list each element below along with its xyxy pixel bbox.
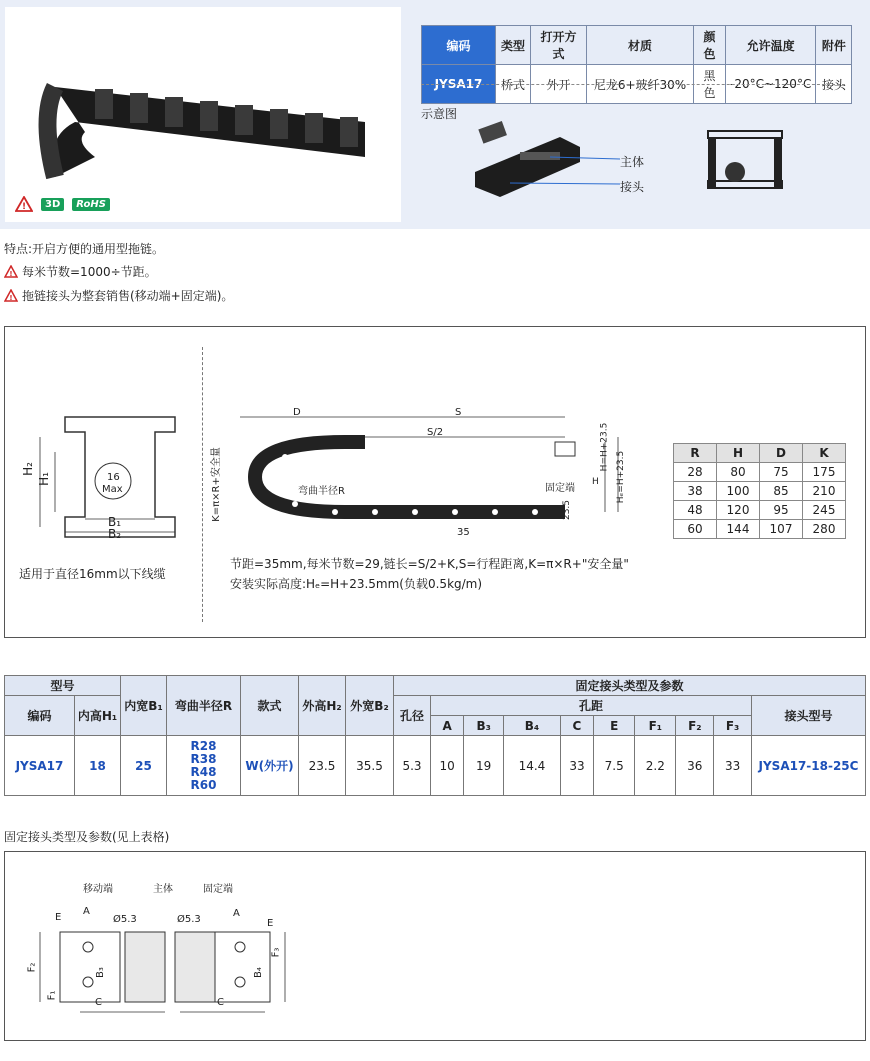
fixed-end-label: 固定端 (203, 884, 233, 895)
a-label: A (233, 908, 240, 919)
divider (421, 84, 845, 85)
code-header: 编码 (5, 696, 75, 736)
style-cell: W(外开) (241, 736, 299, 796)
dim-cell: 280 (803, 520, 846, 539)
spec-header: 颜色 (694, 26, 726, 65)
warning-icon (4, 265, 18, 278)
f1-label: F₁ (46, 990, 58, 1001)
dim-cell: 100 (717, 482, 760, 501)
hf-label: Hₑ=H+23.5 (616, 450, 627, 504)
inner-height-cell: 18 (75, 736, 121, 796)
model-table (4, 675, 866, 796)
col-header: F₃ (714, 716, 752, 736)
spec-header: 类型 (496, 26, 531, 65)
pitch-label: 35 (457, 527, 470, 538)
bend-radius-label: 弯曲半径R (298, 486, 345, 497)
h2-label: H₂ (20, 462, 35, 476)
value-cell: 19 (464, 736, 504, 796)
max-label: Max (102, 484, 123, 495)
dim-cell: 85 (760, 482, 803, 501)
3d-badge: 3D (41, 198, 64, 211)
schematic-label: 示意图 (421, 107, 458, 121)
h-plus-label: H=H+23.5 (599, 422, 610, 472)
note-pitch: 节距=35mm,每米节数=29,链长=S/2+K,S=行程距离,K=π×R+"安全量" (230, 557, 629, 571)
spec-header: 编码 (422, 26, 496, 65)
dim-header: H (717, 444, 760, 463)
divider (202, 347, 203, 622)
value-cell: 33 (714, 736, 752, 796)
hole-pitch-header: 孔距 (431, 696, 752, 716)
joint-model-cell: JYSA17-18-25C (752, 736, 866, 796)
spec-cell: 桥式 (496, 65, 531, 104)
spec-table (421, 25, 852, 104)
cable-caption: 适用于直径16mm以下线缆 (19, 567, 166, 581)
b2-label: B₂ (108, 527, 122, 541)
warning-icon (4, 289, 18, 302)
dim-cell: 95 (760, 501, 803, 520)
code-cell: JYSA17 (5, 736, 75, 796)
dim-cell: 75 (760, 463, 803, 482)
b1-label: B₁ (108, 515, 122, 529)
spec-cell: 尼龙6+玻纤30% (587, 65, 694, 104)
outer-height-cell: 23.5 (299, 736, 346, 796)
h1-label: H₁ (36, 472, 51, 486)
style-header: 款式 (241, 676, 299, 736)
drag-chain-icon (35, 27, 385, 197)
outer-width-header: 外宽B₂ (346, 676, 394, 736)
c-label: C (217, 997, 224, 1008)
spec-header: 允许温度 (726, 26, 816, 65)
dim-cell: 48 (674, 501, 717, 520)
dim-cell: 80 (717, 463, 760, 482)
dim-cell: 175 (803, 463, 846, 482)
inner-width-header: 内宽B₁ (121, 676, 167, 736)
value-cell: 33 (560, 736, 593, 796)
s-label: S (455, 407, 462, 418)
value-cell: 36 (676, 736, 714, 796)
col-header: E (594, 716, 635, 736)
svg-text:!: ! (9, 294, 13, 302)
e-label: E (55, 912, 62, 923)
spec-header: 打开方式 (531, 26, 587, 65)
spec-cell: 黑色 (694, 65, 726, 104)
max-diameter-label: 16 (107, 472, 120, 483)
f3-label: F₃ (270, 947, 282, 958)
note-height: 安装实际高度:Hₑ=H+23.5mm(负载0.5kg/m) (230, 577, 483, 591)
outer-width-cell: 35.5 (346, 736, 394, 796)
c-label: C (95, 997, 102, 1008)
dim-cell: 210 (803, 482, 846, 501)
b3-label: B₃ (94, 967, 106, 978)
spec-header: 材质 (587, 26, 694, 65)
spec-cell: 外开 (531, 65, 587, 104)
rohs-badge: RoHS (72, 198, 110, 211)
inner-width-cell: 25 (121, 736, 167, 796)
fixed-end-label: 固定端 (545, 483, 575, 494)
feature-line: ! 拖链接头为整套销售(移动端+固定端)。 (4, 287, 233, 304)
dim-header: D (760, 444, 803, 463)
joint-schematic-icon (470, 117, 620, 207)
svg-text:!: ! (9, 270, 13, 278)
body-label: 主体 (153, 884, 173, 895)
hole-diameter-label: Ø5.3 (113, 914, 137, 925)
hole-diameter-label: Ø5.3 (177, 914, 201, 925)
value-cell: 2.2 (635, 736, 676, 796)
dim-cell: 60 (674, 520, 717, 539)
spec-header: 附件 (816, 26, 852, 65)
feature-line: 特点:开启方便的通用型拖链。 (4, 242, 165, 256)
h235-label: 23.5 (562, 499, 573, 521)
value-cell: 14.4 (504, 736, 561, 796)
dim-header: R (674, 444, 717, 463)
col-header: A (431, 716, 464, 736)
k-label: K=π×R+安全量 (210, 447, 222, 522)
outer-height-header: 外高H₂ (299, 676, 346, 736)
col-header: B₃ (464, 716, 504, 736)
hole-header: 孔径 (394, 696, 431, 736)
model-header: 型号 (5, 676, 121, 696)
col-header: F₁ (635, 716, 676, 736)
dim-header: K (803, 444, 846, 463)
col-header: B₄ (504, 716, 561, 736)
spec-cell: 接头 (816, 65, 852, 104)
b4-label: B₄ (252, 967, 264, 978)
product-photo-box (5, 7, 401, 222)
dim-cell: 107 (760, 520, 803, 539)
dim-cell: 245 (803, 501, 846, 520)
cross-section-icon (705, 128, 785, 190)
bend-radius-cell: R28 R38 R48 R60 (167, 736, 241, 796)
d-label: D (293, 407, 301, 418)
dim-cell: 38 (674, 482, 717, 501)
section-title: 固定接头类型及参数(见上表格) (4, 830, 170, 844)
col-header: F₂ (676, 716, 714, 736)
spec-cell: -20°C~120°C (726, 65, 816, 104)
main-body-label: 主体 (620, 155, 645, 169)
hole-cell: 5.3 (394, 736, 431, 796)
feature-line: ! 每米节数=1000÷节距。 (4, 263, 157, 280)
dim-cell: 144 (717, 520, 760, 539)
inner-height-header: 内高H₁ (75, 696, 121, 736)
value-cell: 10 (431, 736, 464, 796)
col-header: C (560, 716, 593, 736)
badge-row (15, 196, 110, 212)
fixed-joint-header: 固定接头类型及参数 (394, 676, 866, 696)
warning-icon (15, 196, 33, 212)
svg-text:!: ! (21, 202, 27, 212)
dim-cell: 120 (717, 501, 760, 520)
a-label: A (83, 906, 90, 917)
joint-model-header: 接头型号 (752, 696, 866, 736)
dim-cell: 28 (674, 463, 717, 482)
f2-label: F₂ (26, 962, 38, 973)
joint-drawing-box (4, 851, 866, 1041)
moving-end-label: 移动端 (83, 884, 113, 895)
joint-label: 接头 (620, 180, 645, 194)
e-label: E (267, 918, 274, 929)
h-label: H (592, 477, 599, 487)
s-half-label: S/2 (427, 427, 444, 438)
spec-cell: JYSA17 (422, 65, 496, 104)
value-cell: 7.5 (594, 736, 635, 796)
bend-radius-header: 弯曲半径R (167, 676, 241, 736)
dimension-table (673, 443, 846, 539)
